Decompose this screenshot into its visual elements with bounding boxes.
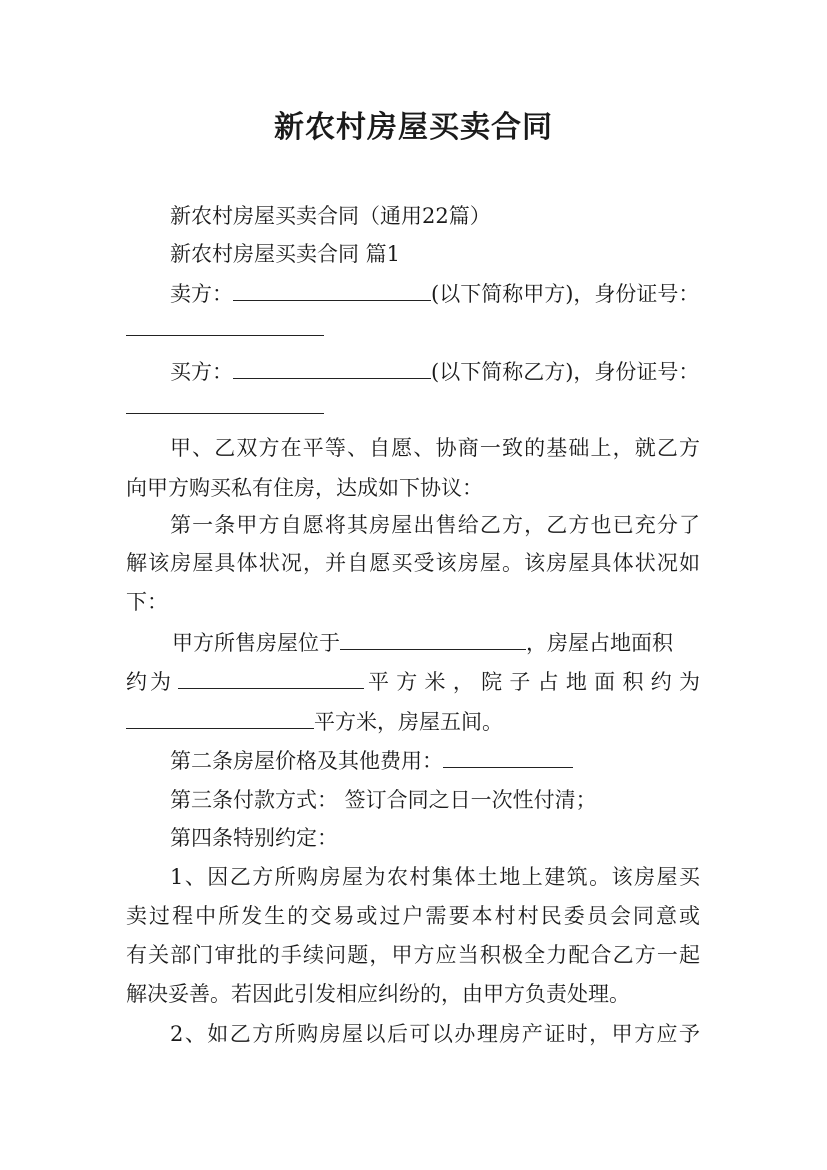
- article-2-text: 第二条房屋价格及其他费用：: [170, 749, 443, 773]
- area-suffix: 平方米，院子占地面积约为: [368, 670, 700, 694]
- intro-line-1: 甲、乙双方在平等、自愿、协商一致的基础上，就乙方: [170, 436, 700, 460]
- yard-line: [126, 706, 503, 736]
- article-4: 第四条特别约定：: [170, 826, 338, 850]
- clause-2-line-1: 2、如乙方所购房屋以后可以办理房产证时，甲方应予: [170, 1022, 700, 1046]
- buyer-id-line: [126, 393, 324, 419]
- seller-label: 卖方：: [170, 282, 233, 306]
- location-blank: [340, 629, 526, 650]
- intro-line-2: 向甲方购买私有住房，达成如下协议：: [126, 476, 483, 500]
- clause-1-line-3: 有关部门审批的手续问题，甲方应当积极全力配合乙方一起: [126, 943, 700, 967]
- buyer-suffix: (以下简称乙方)，身份证号：: [431, 360, 700, 384]
- article-2-line: [170, 745, 573, 775]
- yard-area-blank: [126, 708, 314, 729]
- buyer-label: 买方：: [170, 360, 233, 384]
- article-3: 第三条付款方式： 签订合同之日一次性付清；: [170, 788, 597, 812]
- buyer-name-blank: [233, 358, 431, 379]
- location-line: [172, 627, 673, 657]
- seller-name-blank: [233, 280, 431, 301]
- clause-1-line-1: 1、因乙方所购房屋为农村集体土地上建筑。该房屋买: [170, 865, 700, 889]
- buyer-line: [170, 356, 699, 386]
- area-blank: [178, 668, 364, 689]
- seller-id-line: [126, 315, 324, 341]
- area-prefix: 约为: [126, 670, 174, 694]
- buyer-id-blank: [126, 393, 324, 414]
- clause-1-line-4: 解决妥善。若因此引发相应纠纷的，由甲方负责处理。: [126, 982, 630, 1006]
- article-1-line-3: 下：: [126, 590, 168, 614]
- seller-suffix: (以下简称甲方)，身份证号：: [431, 282, 700, 306]
- section-heading: 新农村房屋买卖合同 篇1: [170, 242, 401, 266]
- document-title: 新农村房屋买卖合同: [274, 110, 553, 145]
- location-suffix: ，房屋占地面积: [526, 631, 673, 655]
- price-blank: [443, 747, 573, 768]
- clause-1-line-2: 卖过程中所发生的交易或过户需要本村村民委员会同意或: [126, 904, 700, 928]
- seller-id-blank: [126, 315, 324, 336]
- yard-suffix: 平方米，房屋五间。: [314, 710, 503, 734]
- article-1-line-1: 第一条甲方自愿将其房屋出售给乙方，乙方也已充分了: [170, 513, 700, 537]
- article-1-line-2: 解该房屋具体状况，并自愿买受该房屋。该房屋具体状况如: [126, 551, 700, 575]
- area-line: [126, 666, 700, 696]
- subtitle: 新农村房屋买卖合同（通用22篇）: [170, 204, 491, 228]
- location-prefix: 甲方所售房屋位于: [172, 631, 340, 655]
- seller-line: [170, 278, 699, 308]
